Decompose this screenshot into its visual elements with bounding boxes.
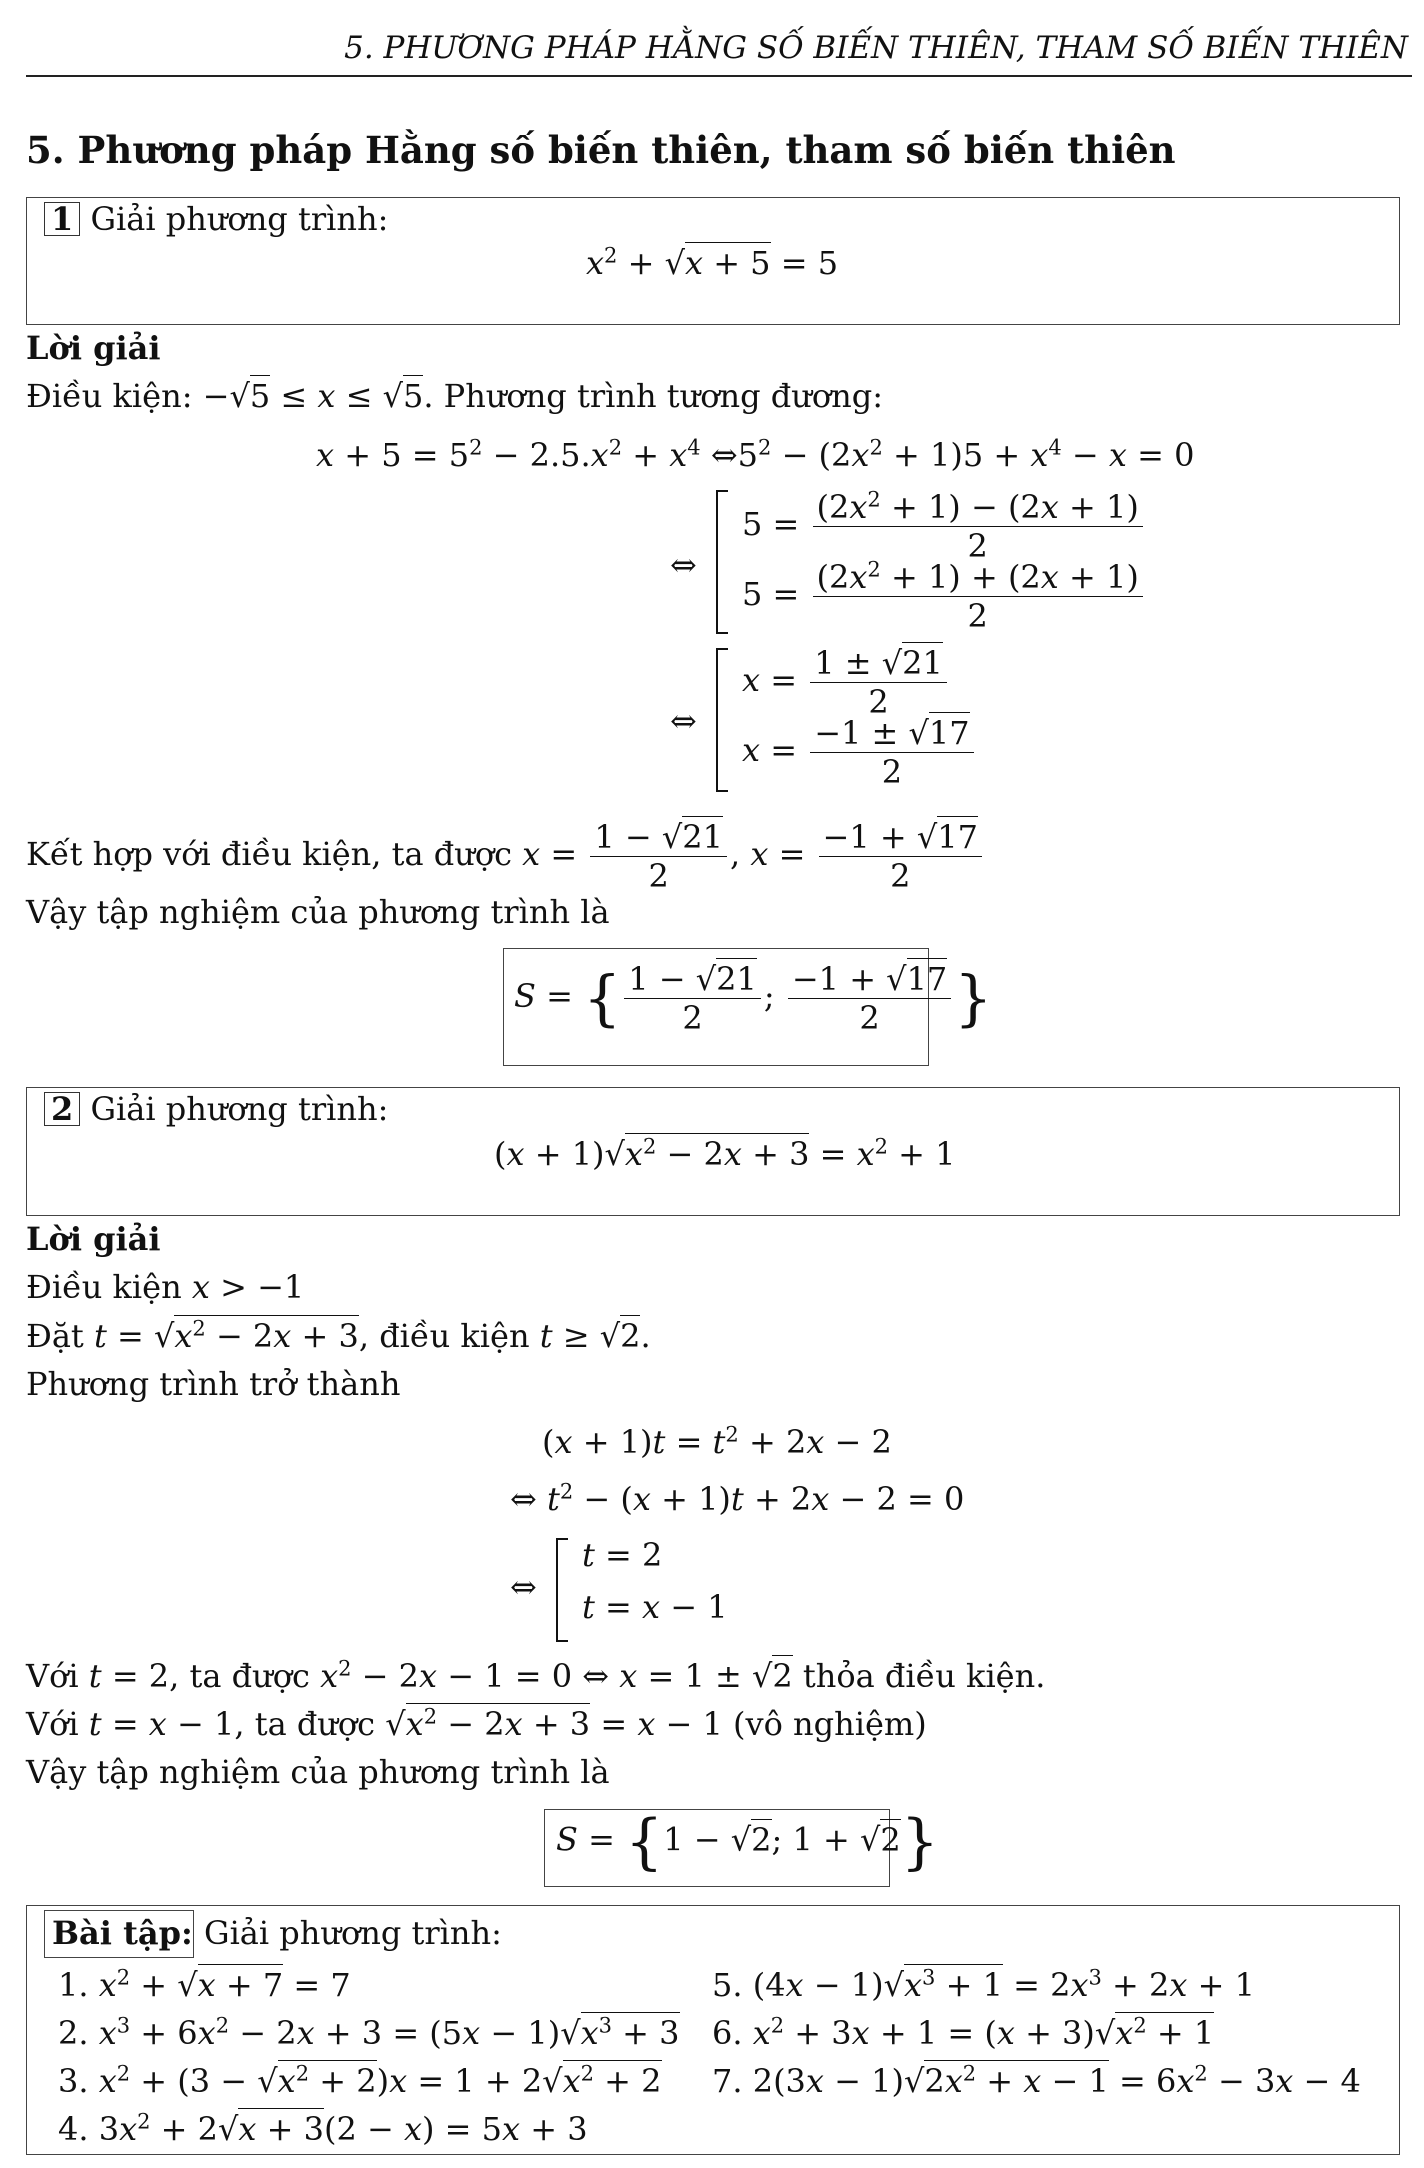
solution-1-conclusion: Vậy tập nghiệm của phương trình là — [26, 893, 610, 931]
solution-2-heading: Lời giải — [26, 1220, 161, 1258]
section-title: 5. Phương pháp Hằng số biến thiên, tham số biến thiên — [26, 128, 1176, 172]
case-bracket — [716, 648, 728, 792]
solution-2-case-1: Với t = 2, ta được $x^2 - 2x - 1 = 0$ ⇔ x = 1 ± √2 thỏa điều kiện. — [26, 1656, 1046, 1695]
solution-2-conclusion: Vậy tập nghiệm của phương trình là — [26, 1753, 610, 1791]
header-rule — [26, 75, 1412, 77]
equiv-symbol: ⇔ — [670, 546, 697, 584]
exercises-label: Bài tập: — [52, 1914, 193, 1952]
exercise-item: 3. $x^2 + (3 - √x^2 + 2)x = 1 + 2√x^2 + 2$ — [58, 2061, 662, 2100]
answer-set-2: S = {1 − √2; 1 + √2} — [556, 1807, 939, 1877]
problem-2-header — [44, 1089, 388, 1129]
running-header: 5. PHƯƠNG PHÁP HẰNG SỐ BIẾN THIÊN, THAM SỐ BIẾN THIÊN — [344, 30, 1408, 66]
case-line-1: t = 2 — [582, 1536, 663, 1574]
exercises-prompt: Giải phương trình: — [204, 1914, 502, 1952]
problem-number-badge: 2 — [44, 1092, 80, 1126]
problem-1-equation: $x^2 + √x + 5 = 5$ — [586, 243, 839, 282]
problem-1-header — [44, 199, 388, 239]
equiv-symbol: ⇔ — [670, 702, 697, 740]
exercise-item: 2. $x^3 + 6x^2 - 2x + 3 = (5x - 1)√x^3 + 3$ — [58, 2013, 680, 2052]
equiv-symbol: ⇔ — [510, 1568, 537, 1606]
case-line-1: 5 = $\frac{(2x^2 + 1) - (2x + 1)}{2}$ — [742, 488, 1146, 565]
exercise-item: 7. $2(3x - 1)√2x^2 + x - 1 = 6x^2 - 3x - 4$ — [712, 2061, 1361, 2100]
solution-1-heading: Lời giải — [26, 329, 161, 367]
problem-2-equation: $(x + 1)√x^2 - 2x + 3 = x^2 + 1$ — [494, 1134, 956, 1173]
solution-2-step-1: $(x + 1)t = t^2 + 2x - 2$ — [542, 1422, 892, 1461]
case-line-2: x = $\frac{-1 \pm √17}{2}$ — [742, 714, 977, 791]
solution-2-step-2: ⇔ $t^2 - (x + 1)t + 2x - 2 = 0$ — [510, 1479, 965, 1518]
answer-set-1: S = { $\frac{1 - √21}{2}$ ; $\frac{-1 + √17}{2}$ } — [514, 960, 993, 1037]
solution-2-transform: Phương trình trở thành — [26, 1365, 401, 1403]
exercise-item: 4. $3x^2 + 2√x + 3(2 - x) = 5x + 3$ — [58, 2109, 588, 2148]
solution-1-combine: Kết hợp với điều kiện, ta được x = $\frac{1 - √21}{2}$ , x = $\frac{-1 + √17}{2}$ — [26, 818, 985, 895]
exercise-item: 6. $x^2 + 3x + 1 = (x + 3)√x^2 + 1$ — [712, 2013, 1215, 2052]
case-line-2: 5 = $\frac{(2x^2 + 1) + (2x + 1)}{2}$ — [742, 558, 1146, 635]
case-bracket — [716, 490, 728, 634]
case-bracket — [556, 1538, 568, 1642]
exercise-item: 5. $(4x - 1)√x^3 + 1 = 2x^3 + 2x + 1$ — [712, 1965, 1255, 2004]
solution-1-condition: Điều kiện: −√5 ≤ x ≤ √5. Phương trình tương đương: — [26, 377, 883, 415]
solution-2-case-2: Với t = x − 1, ta được $√x^2 - 2x + 3 = x - 1$ (vô nghiệm) — [26, 1704, 927, 1743]
problem-number-badge: 1 — [44, 202, 80, 236]
case-line-1: x = $\frac{1 \pm √21}{2}$ — [742, 644, 950, 721]
solution-2-substitution: Đặt $t = √x^2 - 2x + 3$, điều kiện t ≥ √2. — [26, 1316, 651, 1355]
problem-2-prompt: Giải phương trình: — [90, 1090, 389, 1128]
solution-2-condition: Điều kiện x > −1 — [26, 1268, 305, 1306]
solution-1-step-1: $x + 5 = 5^2 - 2.5.x^2 + x^4$ $\Leftrightarrow 5^2 - (2x^2 + 1)5 + x^4 - x = 0$ — [316, 435, 1195, 474]
problem-1-prompt: Giải phương trình: — [90, 200, 389, 238]
exercise-item: 1. $x^2 + √x + 7 = 7$ — [58, 1965, 351, 2004]
case-line-2: t = x − 1 — [582, 1588, 728, 1626]
